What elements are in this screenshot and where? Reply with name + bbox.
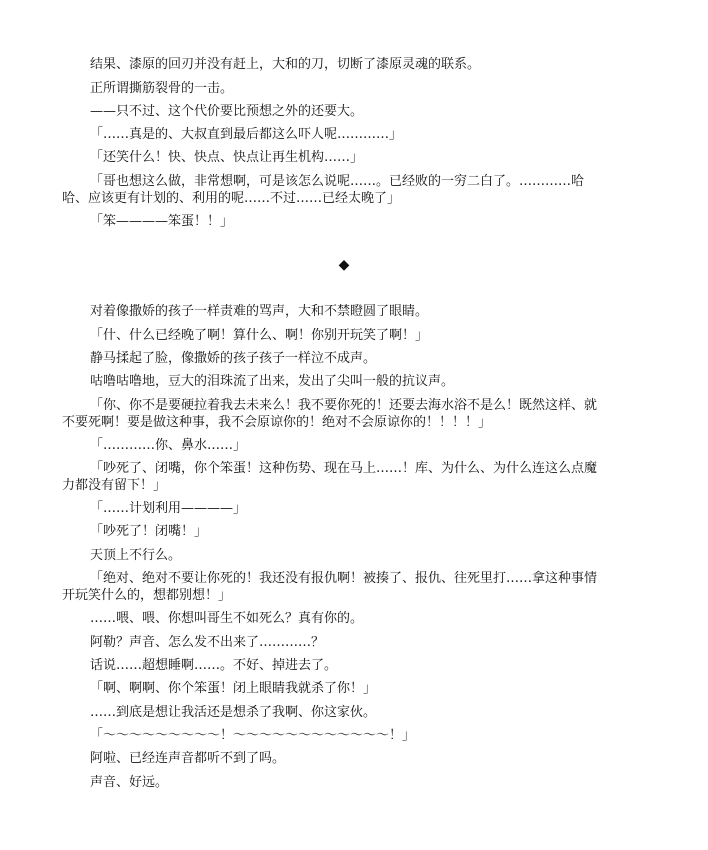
dialogue-paragraph: 「……真是的、大叔直到最后都这么吓人呢…………」 xyxy=(90,127,403,142)
paragraph: 结果、漆原的回刃并没有赶上，大和的刀，切断了漆原灵魂的联系。 xyxy=(90,57,481,72)
paragraph: 正所谓撕筋裂骨的一击。 xyxy=(90,81,234,96)
dialogue-paragraph: 「绝对、绝对不要让你死的！我还没有报仇啊！被揍了、报仇、往死里打……拿这种事情开玩笑什么的，想都别想！」 xyxy=(62,571,598,603)
dialogue-paragraph: 「～～～～～～～～～！～～～～～～～～～～～～！」 xyxy=(90,728,416,743)
section-separator: ◆ xyxy=(338,257,350,273)
dialogue-paragraph: 「…………你、鼻水……」 xyxy=(90,438,247,453)
paragraph: 声音、好远。 xyxy=(90,775,169,790)
paragraph: 静马揉起了脸，像撒娇的孩子孩子一样泣不成声。 xyxy=(90,351,377,366)
dialogue-paragraph: 「你、你不是要硬拉着我去未来么！我不要你死的！还要去海水浴不是么！既然这样、就不要死啊！要是做这种事，我不会原谅你的！绝对不会原谅你的！！！！」 xyxy=(62,398,598,430)
paragraph: 天顶上不行么。 xyxy=(90,548,182,563)
dialogue-paragraph: 「哥也想这么做，非常想啊，可是该怎么说呢……。已经败的一穷二白了。…………哈哈、应该更有计划的、利用的呢……不过……已经太晚了」 xyxy=(62,174,585,206)
dialogue-paragraph: 「吵死了！闭嘴！」 xyxy=(90,524,208,539)
paragraph: 阿勒？声音、怎么发不出来了…………？ xyxy=(90,635,325,650)
dialogue-paragraph: 「什、什么已经晚了啊！算什么、啊！你别开玩笑了啊！」 xyxy=(90,328,429,343)
dialogue-paragraph: 「笨————笨蛋！！」 xyxy=(90,214,234,229)
paragraph: 咕噜咕噜地，豆大的泪珠流了出来，发出了尖叫一般的抗议声。 xyxy=(90,374,455,389)
paragraph: ——只不过、这个代价要比预想之外的还要大。 xyxy=(90,104,364,119)
dialogue-paragraph: 「啊、啊啊、你个笨蛋！闭上眼睛我就杀了你！」 xyxy=(90,681,377,696)
dialogue-paragraph: 「……计划利用————」 xyxy=(90,501,247,516)
paragraph: ……到底是想让我活还是想杀了我啊、你这家伙。 xyxy=(90,705,377,720)
paragraph: ……喂、喂、你想叫哥生不如死么？真有你的。 xyxy=(90,611,364,626)
paragraph: 对着像撒娇的孩子一样责难的骂声，大和不禁瞪圆了眼睛。 xyxy=(90,304,429,319)
dialogue-paragraph: 「吵死了、闭嘴，你个笨蛋！这种伤势、现在马上……！库、为什么、为什么连这么点魔力都没有留下！」 xyxy=(62,461,598,493)
paragraph: 话说……超想睡啊……。不好、掉进去了。 xyxy=(90,658,338,673)
dialogue-paragraph: 「还笑什么！快、快点、快点让再生机构……」 xyxy=(90,150,364,165)
paragraph: 阿啦、已经连声音都听不到了吗。 xyxy=(90,751,286,766)
